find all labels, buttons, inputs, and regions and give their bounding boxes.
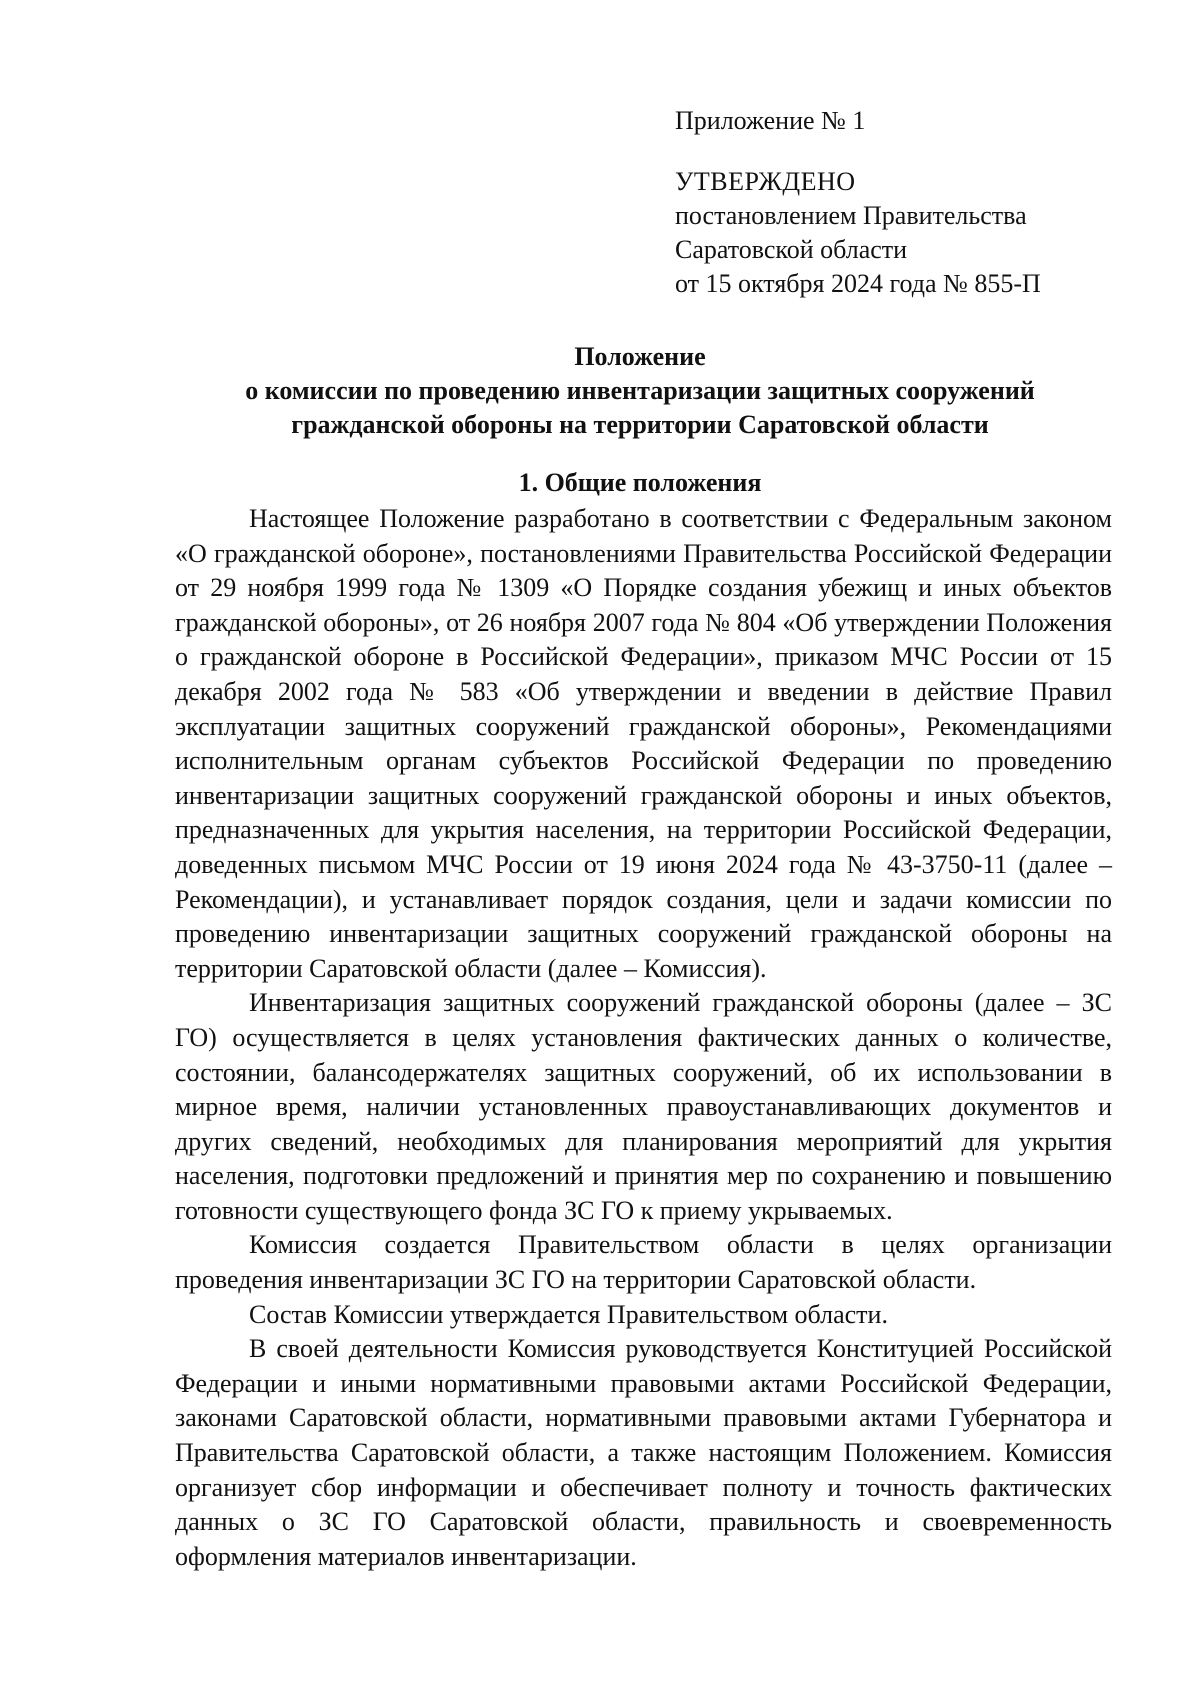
document-title bbox=[150, 340, 1130, 442]
document-title-line-2: о комиссии по проведению инвентаризации защитных сооружений bbox=[245, 376, 1035, 405]
paragraph: Комиссия создается Правительством области в целях организации проведения инвентаризации ЗС ГО на территории Саратовской области. bbox=[175, 1230, 1112, 1295]
paragraph: Настоящее Положение разработано в соответствии с Федеральным законом «О гражданской обороне», постановлениями Правительства Российской Федерации от 29 ноября 1999 года № 1309 «О Порядке создания убежищ и иных объектов гражданской обороны», от 26 ноября 2007 года № 804 «Об утверждении Положения о гражданской обороне в Российской Федерации», приказом МЧС России от 15 декабря 2002 года № 583 «Об утверждении и введении в действие Правил эксплуатации защитных сооружений гражданской обороны», Рекомендациями исполнительным органам субъектов Российской Федерации по проведению инвентаризации защитных сооружений гражданской обороны и иных объектов, предназначенных для укрытия населения, на территории Российской Федерации, доведенных письмом МЧС России от 19 июня 2024 года № 43-3750-11 (далее – Рекомендации), и устанавливает порядок создания, цели и задачи комиссии по проведению инвентаризации защитных сооружений гражданской обороны на территории Саратовской области (далее – Комиссия). bbox=[175, 504, 1112, 983]
document-title-line-3: гражданской обороны на территории Саратовской области bbox=[291, 410, 989, 439]
section-heading: 1. Общие положения bbox=[518, 468, 762, 497]
paragraph: В своей деятельности Комиссия руководствуется Конституцией Российской Федерации и иными нормативными правовыми актами Российской Федерации, законами Саратовской области, нормативными правовыми актами Губернатора и Правительства Саратовской области, а также настоящим Положением. Комиссия организует сбор информации и обеспечивает полноту и точность фактических данных о ЗС ГО Саратовской области, правильность и своевременность оформления материалов инвентаризации. bbox=[175, 1334, 1112, 1571]
approved-by-line-2: Саратовской области bbox=[675, 235, 908, 264]
approved-date: от 15 октября 2024 года № 855-П bbox=[675, 269, 1041, 298]
section-body bbox=[175, 502, 1112, 1574]
annex-number: Приложение № 1 bbox=[675, 106, 866, 135]
paragraph: Состав Комиссии утверждается Правительством области. bbox=[249, 1299, 888, 1329]
document-title-line-1: Положение bbox=[574, 342, 706, 371]
approved-stamp-text: УТВЕРЖДЕНО bbox=[675, 167, 856, 196]
approved-by-line-1: постановлением Правительства bbox=[675, 201, 1027, 230]
approval-block bbox=[675, 104, 1155, 301]
paragraph: Инвентаризация защитных сооружений гражданской обороны (далее – ЗС ГО) осуществляется в целях установления фактических данных о количестве, состоянии, балансодержателях защитных сооружений, об их использовании в мирное время, наличии установленных правоустанавливающих документов и других сведений, необходимых для планирования мероприятий для укрытия населения, подготовки предложений и принятия мер по сохранению и повышению готовности существующего фонда ЗС ГО к приему укрываемых. bbox=[175, 988, 1112, 1225]
